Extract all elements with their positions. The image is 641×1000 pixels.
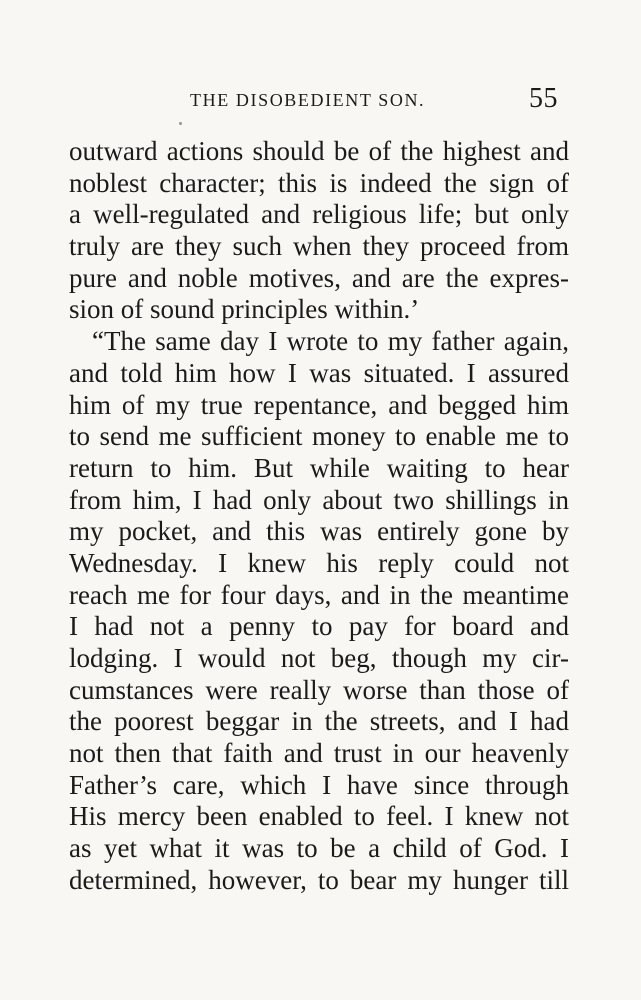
text-line: “The same day I wrote to my father again, [92,326,569,357]
text-line: my pocket, and this was entirely gone by [69,516,569,547]
text-line: a well-regulated and religious life; but only [69,199,569,230]
page-number: 55 [529,83,558,114]
text-line: as yet what it was to be a child of God. I [69,833,569,864]
text-line: cumstances were really worse than those of [69,674,569,705]
text-line: I had not a penny to pay for board and [69,611,569,642]
text-line: determined, however, to bear my hunger till [69,864,569,895]
text-line: reach me for four days, and in the meantime [69,579,569,610]
text-line: sion of sound principles within.’ [69,294,420,325]
print-speck [179,122,182,125]
text-line: return to him. But while waiting to hear [69,452,569,483]
text-line: the poorest beggar in the streets, and I had [69,706,569,737]
body-text [69,136,569,897]
running-title: THE DISOBEDIENT SON. [190,90,426,110]
text-line: to send me sufficient money to enable me to [69,421,569,452]
text-line: His mercy been enabled to feel. I knew not [69,801,569,832]
text-line: lodging. I would not beg, though my cir- [69,643,569,673]
text-line: Wednesday. I knew his reply could not [69,547,569,578]
text-line: him of my true repentance, and begged him [69,389,569,420]
text-line: not then that faith and trust in our heavenly [69,738,569,769]
text-line: truly are they such when they proceed from [69,231,569,262]
text-line: from him, I had only about two shillings in [69,484,569,515]
text-line: and told him how I was situated. I assured [69,357,569,388]
text-line: pure and noble motives, and are the expres- [69,262,569,293]
text-line: noblest character; this is indeed the sign of [69,167,569,198]
text-line: Father’s care, which I have since through [69,769,569,800]
text-line: outward actions should be of the highest and [69,136,569,166]
